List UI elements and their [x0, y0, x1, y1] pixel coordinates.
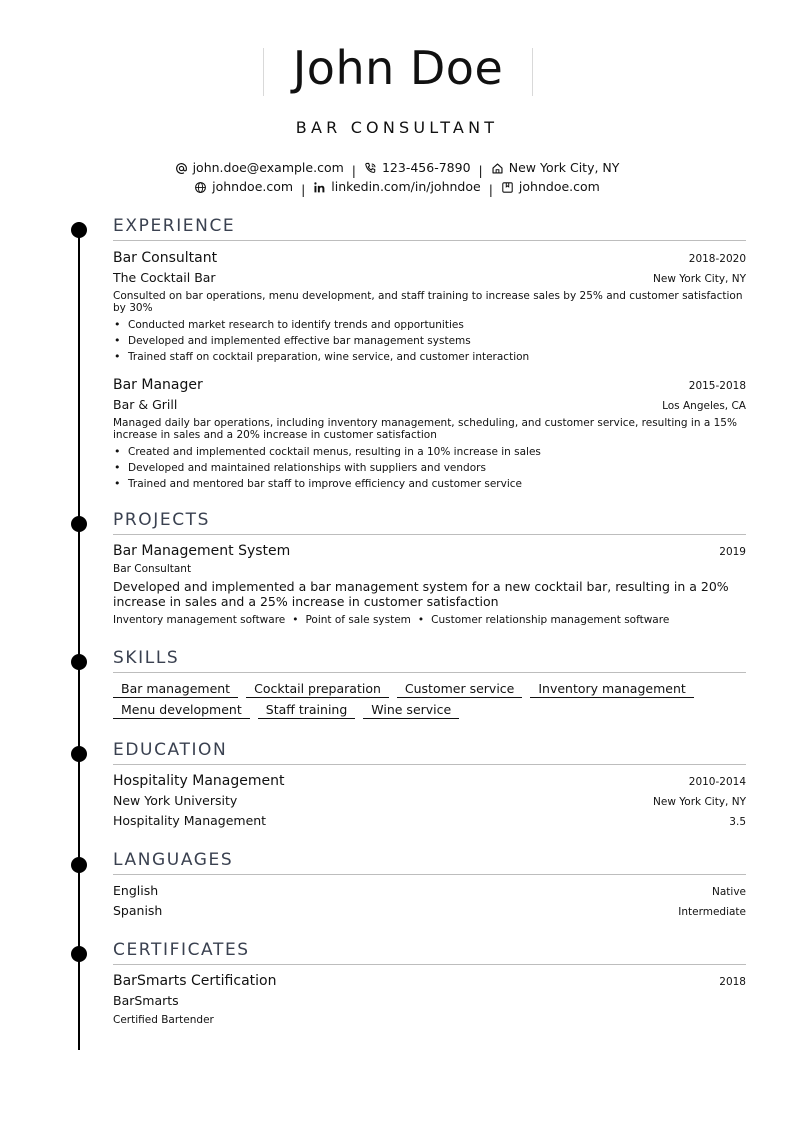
language-level: Intermediate — [678, 906, 746, 918]
education-heading: EDUCATION — [113, 740, 746, 765]
dates: 2018-2020 — [688, 253, 746, 265]
skill-tag: Staff training — [258, 702, 356, 719]
skills-list — [113, 681, 713, 719]
education-section — [113, 740, 746, 831]
home-icon — [491, 162, 504, 175]
skill-tag: Wine service — [363, 702, 459, 719]
experience-section — [113, 216, 746, 492]
school: New York University — [113, 793, 238, 808]
phone-text: 123-456-7890 — [381, 160, 471, 175]
list-item: • Conducted market research to identify trends and opportunities — [113, 317, 746, 333]
certificates-heading: CERTIFICATES — [113, 940, 746, 965]
portfolio-icon — [501, 181, 514, 194]
timeline-dot — [71, 222, 87, 238]
language-list — [113, 881, 746, 921]
email-text: john.doe@example.com — [192, 160, 344, 175]
language: Spanish — [113, 903, 163, 918]
certificate-entry — [113, 971, 746, 1029]
languages-heading: LANGUAGES — [113, 850, 746, 875]
field: Hospitality Management — [113, 773, 285, 789]
skills-section — [113, 648, 746, 719]
contact-row-2 — [0, 178, 794, 199]
bullet-list — [113, 444, 746, 492]
timeline-dot — [71, 857, 87, 873]
location-text: New York City, NY — [508, 160, 620, 175]
location: Los Angeles, CA — [662, 400, 746, 412]
email-contact[interactable] — [175, 159, 344, 177]
timeline-dot — [71, 746, 87, 762]
location: New York City, NY — [653, 796, 746, 808]
skill-tag: Menu development — [113, 702, 250, 719]
portfolio-text: johndoe.com — [518, 179, 600, 194]
experience-entry — [113, 248, 746, 365]
project-name: Bar Management System — [113, 543, 291, 559]
keyword: Customer relationship management software — [431, 614, 670, 626]
name-block — [263, 41, 533, 96]
skills-heading: SKILLS — [113, 648, 746, 673]
experience-heading: EXPERIENCE — [113, 216, 746, 241]
project-keywords: Inventory management software • Point of sale system • Customer relationship management software — [113, 614, 670, 626]
location: New York City, NY — [653, 273, 746, 285]
skill-tag: Inventory management — [530, 681, 693, 698]
skill-tag: Cocktail preparation — [246, 681, 389, 698]
role: Bar Manager — [113, 377, 203, 393]
list-item: • Created and implemented cocktail menus, resulting in a 10% increase in sales — [113, 444, 746, 460]
linkedin-text: linkedin.com/in/johndoe — [331, 179, 481, 194]
company: The Cocktail Bar — [113, 270, 216, 285]
portfolio-contact[interactable] — [501, 178, 600, 196]
location-contact — [491, 159, 620, 177]
contact-separator: | — [478, 162, 483, 178]
projects-heading: PROJECTS — [113, 510, 746, 535]
contact-separator: | — [351, 162, 356, 178]
projects-section — [113, 510, 746, 628]
languages-section — [113, 850, 746, 921]
list-item: • Developed and implemented effective bar management systems — [113, 333, 746, 349]
experience-entry — [113, 375, 746, 492]
score: 3.5 — [729, 816, 746, 828]
list-item: • Trained and mentored bar staff to improve efficiency and customer service — [113, 476, 746, 492]
timeline-dot — [71, 946, 87, 962]
timeline-dot — [71, 516, 87, 532]
website-text: johndoe.com — [212, 179, 294, 194]
website-contact[interactable] — [194, 178, 293, 196]
certificate-name: BarSmarts Certification — [113, 973, 277, 989]
contact-separator: | — [488, 181, 493, 197]
summary: Consulted on bar operations, menu development, and staff training to increase sales by 25% and customer satisfaction by 30% — [113, 290, 743, 314]
dates: 2015-2018 — [688, 380, 746, 392]
candidate-name: John Doe — [292, 41, 504, 95]
keyword: Point of sale system — [305, 614, 411, 626]
bullet-list — [113, 317, 746, 365]
certificate-summary: Certified Bartender — [113, 1014, 214, 1026]
list-item: • Developed and maintained relationships with suppliers and vendors — [113, 460, 746, 476]
project-description: Developed and implemented a bar management system for a new cocktail bar, resulting in a 20% increase in sales and a 25% increase in customer satisfaction — [113, 579, 729, 609]
linkedin-icon — [313, 181, 326, 194]
globe-icon — [194, 181, 207, 194]
company: Bar & Grill — [113, 397, 178, 412]
language: English — [113, 883, 159, 898]
contact-separator: | — [301, 181, 306, 197]
education-entry — [113, 771, 746, 831]
certificates-section — [113, 940, 746, 1029]
summary: Managed daily bar operations, including inventory management, scheduling, and customer service, resulting in a 15% increase in sales and a 20% increase in customer satisfaction — [113, 417, 737, 441]
project-year: 2019 — [719, 546, 746, 558]
degree: Hospitality Management — [113, 813, 267, 828]
contact-row-1 — [0, 159, 794, 180]
skill-tag: Customer service — [397, 681, 522, 698]
dates: 2010-2014 — [688, 776, 746, 788]
at-icon — [175, 162, 188, 175]
phone-contact[interactable] — [364, 159, 471, 177]
certificate-year: 2018 — [719, 976, 746, 988]
certificate-issuer: BarSmarts — [113, 993, 179, 1008]
project-role: Bar Consultant — [113, 563, 192, 575]
project-entry — [113, 541, 746, 628]
timeline-line — [78, 222, 80, 1050]
timeline-dot — [71, 654, 87, 670]
job-title: BAR CONSULTANT — [295, 118, 499, 137]
list-item: • Trained staff on cocktail preparation, wine service, and customer interaction — [113, 349, 746, 365]
phone-icon — [364, 162, 377, 175]
linkedin-contact[interactable] — [313, 178, 480, 196]
keyword: Inventory management software — [113, 614, 286, 626]
language-level: Native — [712, 886, 746, 898]
role: Bar Consultant — [113, 250, 218, 266]
skill-tag: Bar management — [113, 681, 238, 698]
